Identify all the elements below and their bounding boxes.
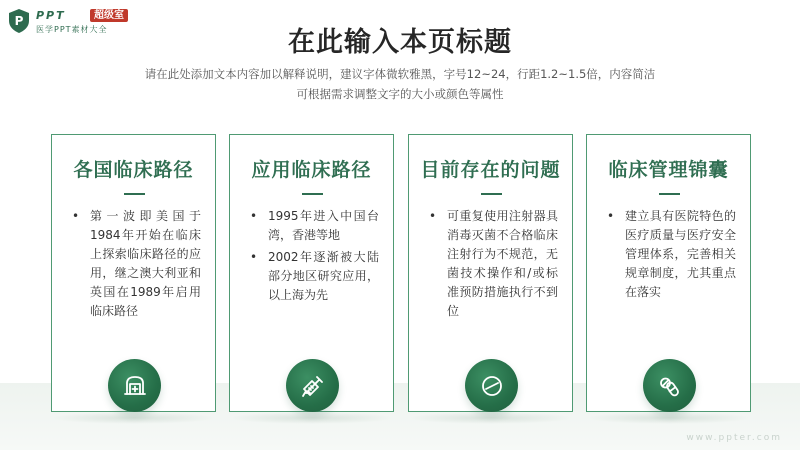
card-shadow <box>229 412 394 424</box>
card-current-problems <box>408 134 573 412</box>
hospital-icon <box>108 359 161 412</box>
card-list <box>427 207 558 324</box>
syringe-icon <box>286 359 339 412</box>
footer-url: www.ppter.com <box>686 433 782 443</box>
list-item: • 建立具有医院特色的医疗质量与医疗安全管理体系，完善相关规章制度，尤其重点在落实 <box>605 207 736 302</box>
logo-badge: 超级室 <box>90 9 128 22</box>
logo-brand-text: PPT <box>36 9 66 22</box>
card-title: 目前存在的问题 <box>420 159 561 181</box>
card-apply-pathway <box>229 134 394 412</box>
list-item: • 1995年进入中国台湾，香港等地 <box>248 207 379 245</box>
list-item: • 第一波即美国于1984年开始在临床上探索临床路径的应用，继之澳大利亚和英国在1989年启用临床路径 <box>70 207 201 321</box>
card-shadow <box>408 412 573 424</box>
card-shadow <box>586 412 751 424</box>
card-divider <box>481 193 502 195</box>
subtitle-line-2: 可根据需求调整文字的大小或颜色等属性 <box>296 87 504 101</box>
svg-text:P: P <box>14 14 24 28</box>
card-various-countries <box>51 134 216 412</box>
logo-tagline: 医学PPT素材大全 <box>36 25 108 34</box>
pill-icon <box>465 359 518 412</box>
card-management-tips <box>586 134 751 412</box>
card-divider <box>302 193 323 195</box>
list-item: • 2002年逐渐被大陆部分地区研究应用，以上海为先 <box>248 248 379 305</box>
card-list <box>70 207 201 324</box>
card-divider <box>124 193 145 195</box>
card-title: 应用临床路径 <box>251 159 372 181</box>
subtitle-line-1: 请在此处添加文本内容加以解释说明，建议字体微软雅黑，字号12~24，行距1.2~1.5倍，内容简洁 <box>144 67 656 81</box>
card-shadow <box>51 412 216 424</box>
card-divider <box>659 193 680 195</box>
card-list <box>605 207 736 305</box>
list-item: • 可重复使用注射器具消毒灭菌不合格临床注射行为不规范，无菌技术操作和/或标准预防措施执行不到位 <box>427 207 558 321</box>
card-title: 各国临床路径 <box>73 159 194 181</box>
capsule-icon <box>643 359 696 412</box>
card-title: 临床管理锦囊 <box>608 159 729 181</box>
page-title: 在此输入本页标题 <box>288 27 512 58</box>
card-list <box>248 207 379 308</box>
